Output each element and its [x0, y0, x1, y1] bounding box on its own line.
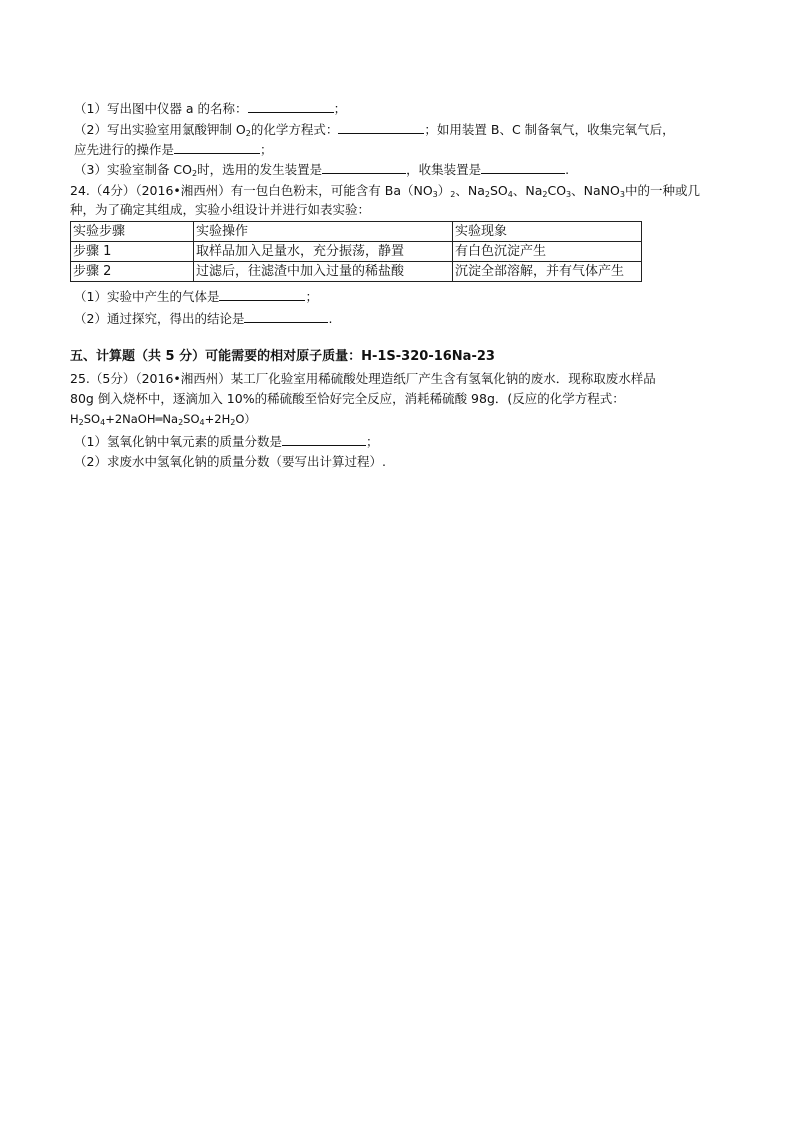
table-cell: 取样品加入足量水，充分振荡，静置	[194, 242, 453, 262]
q25-stem-line2: 80g 倒入烧杯中，逐滴加入 10%的稀硫酸至恰好完全反应，消耗稀硫酸 98g．(反应的化学方程式：	[70, 391, 625, 406]
table-cell: 步骤 1	[71, 242, 194, 262]
q24-item2: （2）通过探究，得出的结论是 .	[74, 311, 333, 326]
table-row	[71, 242, 642, 262]
table-header-cell: 实验步骤	[71, 222, 194, 242]
experiment-table	[70, 221, 642, 282]
q23-item2-continued: 应先进行的操作是 ；	[74, 142, 273, 157]
answer-blank[interactable]	[282, 433, 366, 446]
q25-stem: 25.（5分）（2016•湘西州）某工厂化验室用稀硫酸处理造纸厂产生含有氢氧化钠的废水．现称取废水样品	[70, 371, 656, 386]
q24-stem: 24.（4分）（2016•湘西州）有一包白色粉末，可能含有 $Ba(NO_3)_2$、$Na_2SO_4$、$Na_2CO_3$、NaNO$_3$中的一种或几	[70, 183, 700, 199]
table-cell: 过滤后，往滤渣中加入过量的稀盐酸	[194, 262, 453, 282]
table-row	[71, 262, 642, 282]
table-cell: 沉淀全部溶解，并有气体产生	[453, 262, 642, 282]
answer-blank[interactable]	[219, 288, 305, 301]
answer-blank[interactable]	[481, 161, 565, 174]
q25-item1: （1）氢氧化钠中氧元素的质量分数是 ；	[74, 434, 379, 449]
q23-item2: （2）写出实验室用氯酸钾制 $O_2$的化学方程式： ；如用装置 B、C 制备氧气，收集完氧气后，	[74, 122, 675, 138]
q24-stem-line2: 种，为了确定其组成，实验小组设计并进行如表实验：	[70, 202, 371, 217]
section-heading: 五、计算题（共 5 分）可能需要的相对原子质量：H-1S-320-16Na-23	[70, 349, 495, 364]
answer-blank[interactable]	[322, 161, 406, 174]
answer-blank[interactable]	[338, 121, 424, 134]
q23-item3: （3）实验室制备 $CO_2$时，选用的发生装置是 ，收集装置是 .	[74, 162, 570, 178]
table-cell: 有白色沉淀产生	[453, 242, 642, 262]
q23-item1: （1）写出图中仪器 a 的名称： ；	[74, 101, 347, 116]
q23-item1-text: （1）写出图中仪器 a 的名称：	[74, 101, 248, 116]
chemical-equation: $H_2SO_4+2NaOH═Na_2SO_4+2H_2O$）	[70, 412, 256, 427]
q25-item2: （2）求废水中氢氧化钠的质量分数（要写出计算过程）.	[74, 454, 386, 469]
answer-blank[interactable]	[244, 310, 328, 323]
answer-blank[interactable]	[248, 100, 334, 113]
table-header-cell: 实验现象	[453, 222, 642, 242]
table-header-row	[71, 222, 642, 242]
answer-blank[interactable]	[174, 141, 260, 154]
table-cell: 步骤 2	[71, 262, 194, 282]
q24-item1: （1）实验中产生的气体是 ；	[74, 289, 318, 304]
table-header-cell: 实验操作	[194, 222, 453, 242]
